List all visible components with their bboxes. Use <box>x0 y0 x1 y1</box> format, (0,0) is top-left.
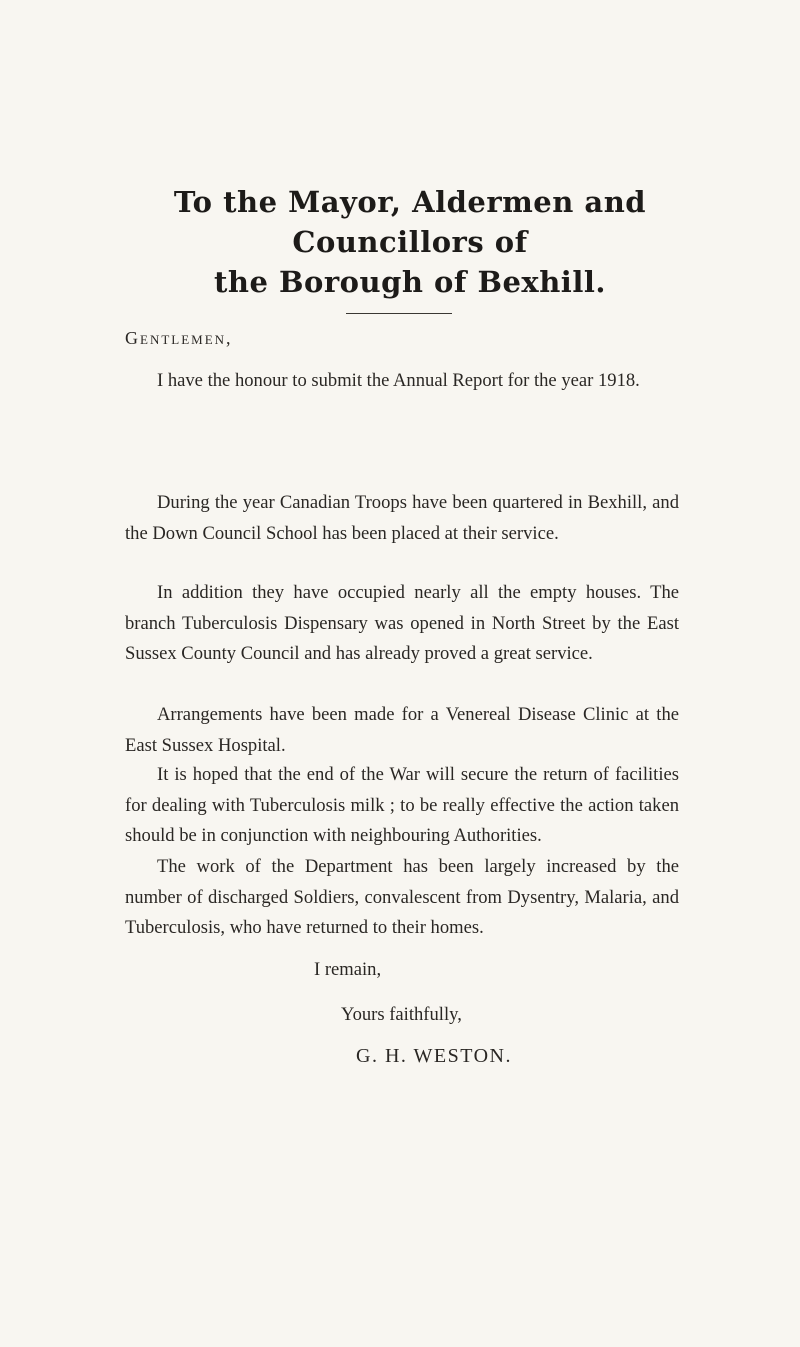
heading-line-2: the Borough of Bexhill. <box>214 265 606 299</box>
closing-yours-faithfully: Yours faithfully, <box>341 1004 462 1025</box>
salutation: Gentlemen, <box>125 328 233 348</box>
paragraph-dispensary: In addition they have occupied nearly all the empty houses. The branch Tuberculosis Dispensary was opened in North Street by the East Sussex County Council and has already proved a great service. <box>125 582 679 664</box>
paragraph-canadian-troops: During the year Canadian Troops have been quartered in Bexhill, and the Down Council School has been placed at their service. <box>125 492 679 544</box>
paragraph-department-work: The work of the Department has been largely increased by the number of discharged Soldiers, convalescent from Dysentry, Malaria, and Tuberculosis, who have returned to their homes. <box>125 856 679 938</box>
signature: G. H. WESTON. <box>356 1045 512 1067</box>
paragraph-venereal-clinic: Arrangements have been made for a Venereal Disease Clinic at the East Sussex Hospital. <box>125 704 679 756</box>
paragraph-annual-report: I have the honour to submit the Annual Report for the year 1918. <box>157 370 640 391</box>
closing-remain: I remain, <box>314 959 382 980</box>
heading-divider <box>346 313 452 314</box>
paragraph-tuberculosis-milk: It is hoped that the end of the War will secure the return of facilities for dealing with Tuberculosis milk ; to be really effective the action taken should be in conjunction with neighbouring Authorities. <box>125 764 679 846</box>
letter-heading <box>100 182 720 302</box>
heading-line-1: To the Mayor, Aldermen and Councillors of <box>173 185 647 259</box>
